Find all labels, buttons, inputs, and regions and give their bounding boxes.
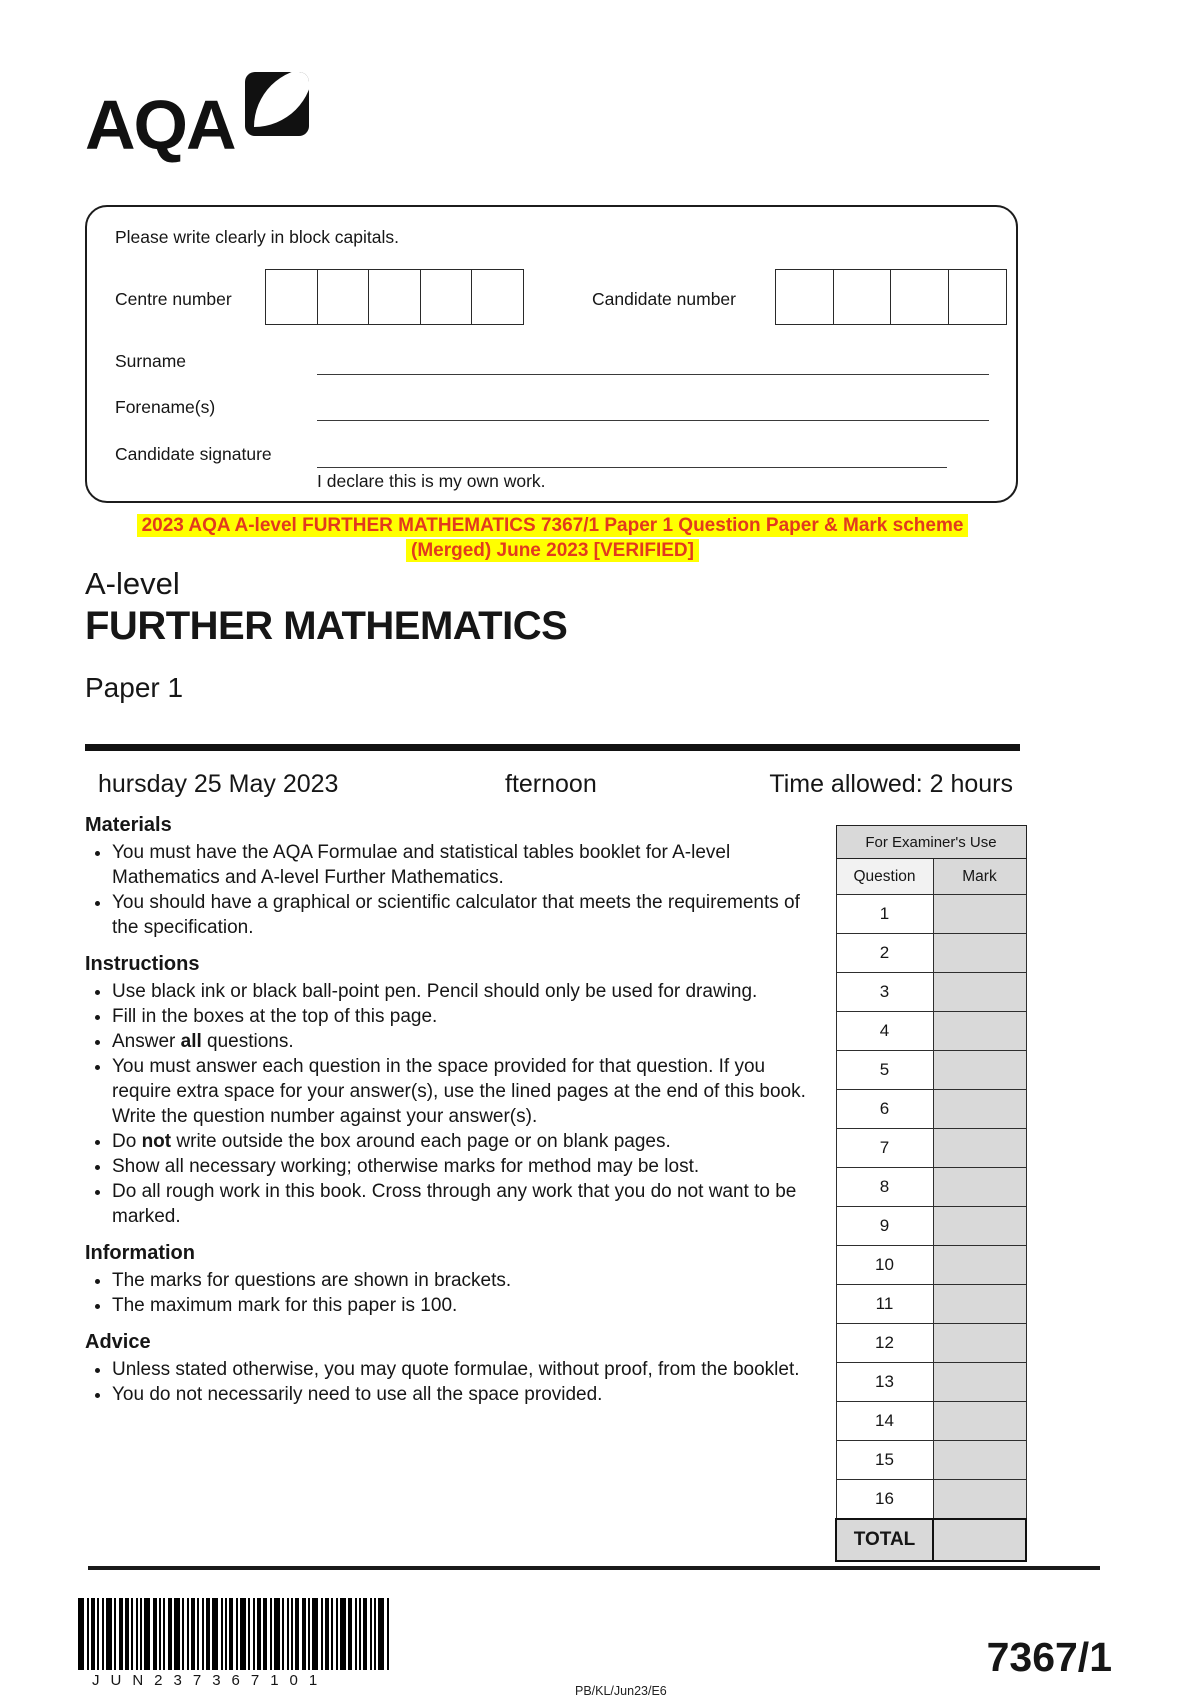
- mark-cell: [933, 895, 1026, 934]
- mark-cell: [933, 1012, 1026, 1051]
- entry-cell[interactable]: [420, 269, 473, 325]
- centre-number-input[interactable]: [265, 269, 524, 325]
- information-heading: Information: [85, 1242, 195, 1264]
- bullet-item: • Do not write outside the box around each page or on blank pages.: [112, 1129, 813, 1154]
- front-page-notes: [85, 814, 813, 1413]
- materials-list: [85, 840, 813, 940]
- barcode-bars: [78, 1598, 400, 1670]
- bullet-item: • You must answer each question in the space provided for that question. If you require extra space for your answer(s), use the lined pages at the end of this book. Write the question number against your answer(s).: [112, 1054, 813, 1129]
- subject-title: FURTHER MATHEMATICS: [85, 604, 568, 648]
- aqa-logo: [85, 72, 309, 164]
- question-number: 2: [836, 934, 933, 973]
- question-number: 14: [836, 1402, 933, 1441]
- advice-heading: Advice: [85, 1331, 151, 1353]
- question-number: 10: [836, 1246, 933, 1285]
- bullet-item: • Answer all questions.: [112, 1029, 813, 1054]
- examiner-use-table: [835, 825, 1027, 1562]
- bullet-item: • Show all necessary working; otherwise marks for method may be lost.: [112, 1154, 813, 1179]
- question-number: 8: [836, 1168, 933, 1207]
- centre-number-label: Centre number: [115, 289, 232, 309]
- paper-title: Paper 1: [85, 672, 184, 703]
- forenames-input-line[interactable]: [317, 420, 989, 421]
- mark-cell: [933, 1324, 1026, 1363]
- candidate-number-label: Candidate number: [592, 289, 736, 309]
- surname-input-line[interactable]: [317, 374, 989, 375]
- examiner-table-rows: [836, 895, 1026, 1519]
- bullet-item: • The marks for questions are shown in brackets.: [112, 1268, 813, 1293]
- time-allowed: Time allowed: 2 hours: [769, 770, 1013, 798]
- candidate-number-input[interactable]: [775, 269, 1007, 325]
- qualification-title: A-level: [85, 566, 180, 601]
- mark-cell: [933, 1090, 1026, 1129]
- bullet-item: • Unless stated otherwise, you may quote formulae, without proof, from the booklet.: [112, 1357, 813, 1382]
- examiner-row: [836, 1324, 1026, 1363]
- examiner-row: [836, 1246, 1026, 1285]
- question-number: 7: [836, 1129, 933, 1168]
- examiner-row: [836, 934, 1026, 973]
- mark-cell: [933, 934, 1026, 973]
- instructions-list: [85, 979, 813, 1229]
- question-number: 1: [836, 895, 933, 934]
- bullet-item: • Fill in the boxes at the top of this page.: [112, 1004, 813, 1029]
- total-mark-cell: [933, 1519, 1026, 1561]
- footer-rule: [88, 1566, 1100, 1570]
- instructions-heading: Instructions: [85, 953, 200, 975]
- mark-cell: [933, 1480, 1026, 1519]
- bullet-item: • You do not necessarily need to use all the space provided.: [112, 1382, 813, 1407]
- examiner-row: [836, 1090, 1026, 1129]
- aqa-leaf-icon: [245, 72, 309, 136]
- bullet-item: • You should have a graphical or scientific calculator that meets the requirements of the specification.: [112, 890, 813, 940]
- surname-label: Surname: [115, 351, 187, 371]
- mark-cell: [933, 1207, 1026, 1246]
- question-number: 15: [836, 1441, 933, 1480]
- mark-cell: [933, 973, 1026, 1012]
- question-number: 6: [836, 1090, 933, 1129]
- mark-cell: [933, 1363, 1026, 1402]
- examiner-row: [836, 895, 1026, 934]
- question-number: 11: [836, 1285, 933, 1324]
- mark-cell: [933, 1285, 1026, 1324]
- print-reference-code: PB/KL/Jun23/E6: [575, 1684, 667, 1698]
- examiner-row: [836, 1129, 1026, 1168]
- examiner-row: [836, 973, 1026, 1012]
- question-number: 12: [836, 1324, 933, 1363]
- mark-cell: [933, 1051, 1026, 1090]
- mark-cell: [933, 1402, 1026, 1441]
- examiner-table-title: For Examiner's Use: [836, 826, 1026, 859]
- advice-list: [85, 1357, 813, 1407]
- examiner-row: [836, 1207, 1026, 1246]
- exam-date: hursday 25 May 2023: [98, 770, 339, 798]
- aqa-logo-text: AQA: [85, 86, 235, 164]
- forenames-label: Forename(s): [115, 397, 216, 417]
- mark-cell: [933, 1441, 1026, 1480]
- highlight-line-1: 2023 AQA A-level FURTHER MATHEMATICS 7367/1 Paper 1 Question Paper & Mark scheme: [137, 514, 969, 537]
- entry-cell[interactable]: [833, 269, 892, 325]
- bullet-item: • Use black ink or black ball-point pen. Pencil should only be used for drawing.: [112, 979, 813, 1004]
- bullet-item: • The maximum mark for this paper is 100.: [112, 1293, 813, 1318]
- entry-cell[interactable]: [890, 269, 949, 325]
- total-label: TOTAL: [836, 1519, 933, 1561]
- question-number: 4: [836, 1012, 933, 1051]
- entry-cell[interactable]: [368, 269, 421, 325]
- declaration-text: I declare this is my own work.: [317, 471, 546, 491]
- highlight-banner: [85, 514, 1020, 564]
- bullet-item: • You must have the AQA Formulae and statistical tables booklet for A-level Mathematics and A-level Further Mathematics.: [112, 840, 813, 890]
- signature-input-line[interactable]: [317, 467, 947, 468]
- question-number: 9: [836, 1207, 933, 1246]
- bullet-item: • Do all rough work in this book. Cross through any work that you do not want to be marked.: [112, 1179, 813, 1229]
- examiner-row: [836, 1168, 1026, 1207]
- entry-cell[interactable]: [265, 269, 318, 325]
- examiner-row: [836, 1285, 1026, 1324]
- signature-label: Candidate signature: [115, 444, 272, 464]
- entry-cell[interactable]: [317, 269, 370, 325]
- mark-cell: [933, 1246, 1026, 1285]
- exam-session: fternoon: [505, 770, 597, 798]
- examiner-row: [836, 1441, 1026, 1480]
- highlight-line-2: (Merged) June 2023 [VERIFIED]: [406, 539, 699, 562]
- question-number: 5: [836, 1051, 933, 1090]
- barcode-text: JUN237367101: [92, 1672, 329, 1689]
- examiner-row: [836, 1402, 1026, 1441]
- examiner-row: [836, 1480, 1026, 1519]
- entry-cell[interactable]: [948, 269, 1007, 325]
- barcode: [78, 1598, 400, 1689]
- question-column-header: Question: [836, 859, 933, 895]
- entry-cell[interactable]: [775, 269, 834, 325]
- information-list: [85, 1268, 813, 1318]
- mark-cell: [933, 1168, 1026, 1207]
- thick-divider-rule: [85, 744, 1020, 751]
- examiner-row: [836, 1363, 1026, 1402]
- question-number: 3: [836, 973, 933, 1012]
- examiner-row: [836, 1051, 1026, 1090]
- mark-cell: [933, 1129, 1026, 1168]
- examiner-row: [836, 1012, 1026, 1051]
- block-capitals-instruction: Please write clearly in block capitals.: [115, 227, 400, 247]
- entry-cell[interactable]: [471, 269, 524, 325]
- question-number: 13: [836, 1363, 933, 1402]
- question-number: 16: [836, 1480, 933, 1519]
- materials-heading: Materials: [85, 814, 172, 836]
- candidate-details-box: [85, 205, 1018, 503]
- mark-column-header: Mark: [933, 859, 1026, 895]
- paper-code: 7367/1: [986, 1634, 1112, 1680]
